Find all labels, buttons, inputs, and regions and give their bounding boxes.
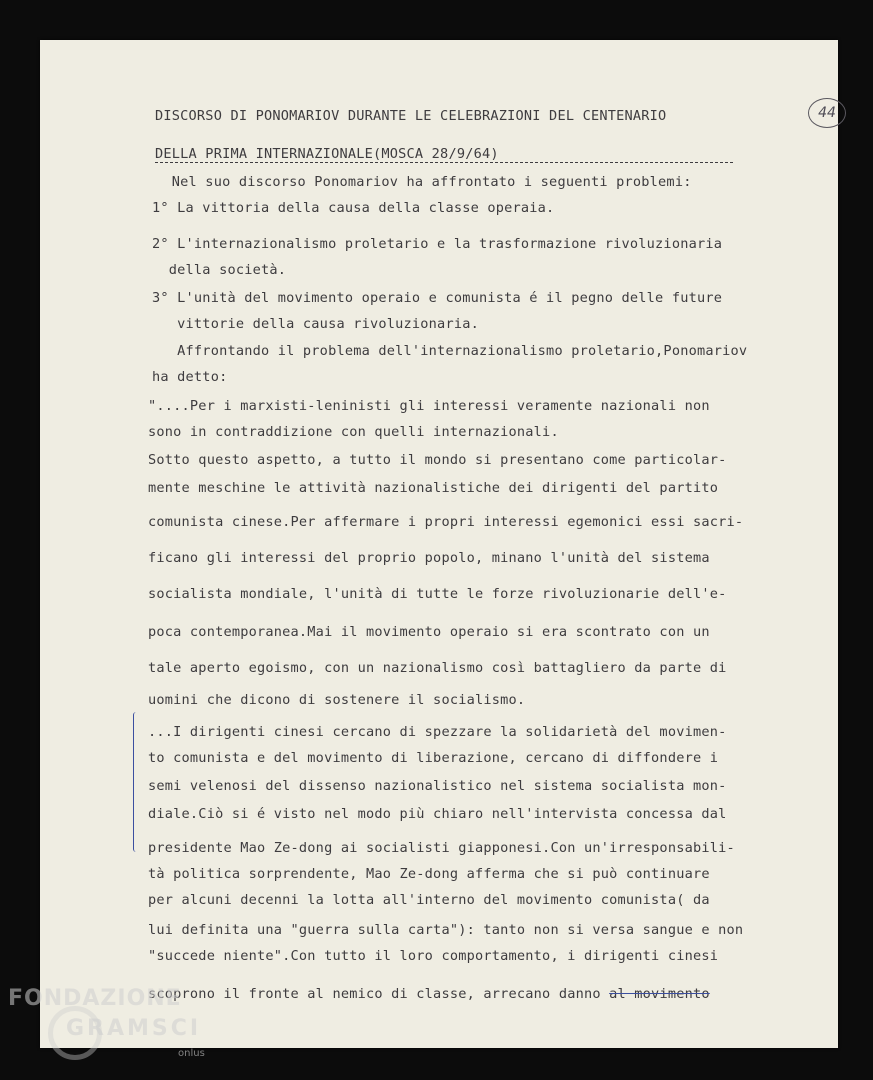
body-line: tà politica sorprendente, Mao Ze-dong afferma che si può continuare	[148, 866, 710, 882]
body-line: uomini che dicono di sostenere il socialismo.	[148, 692, 526, 708]
archive-watermark	[8, 986, 218, 1066]
watermark-line-3: onlus	[178, 1048, 205, 1059]
body-line: ficano gli interessi del proprio popolo, minano l'unità del sistema	[148, 550, 710, 566]
body-line: lui definita una "guerra sulla carta"): tanto non si versa sangue e non	[148, 922, 744, 938]
watermark-line-1: FONDAZIONE	[8, 986, 182, 1011]
body-line: Sotto questo aspetto, a tutto il mondo si presentano come particolar-	[148, 452, 727, 468]
body-line: presidente Mao Ze-dong ai socialisti giapponesi.Con un'irresponsabili-	[148, 840, 735, 856]
body-line: diale.Ciò si é visto nel modo più chiaro nell'intervista concessa dal	[148, 806, 727, 822]
body-line: semi velenosi del dissenso nazionalistico nel sistema socialista mon-	[148, 778, 727, 794]
body-line: mente meschine le attività nazionalistiche dei dirigenti del partito	[148, 480, 719, 496]
body-line: vittorie della causa rivoluzionaria.	[152, 316, 479, 332]
body-line: tale aperto egoismo, con un nazionalismo così battagliero da parte di	[148, 660, 727, 676]
typewritten-page	[40, 40, 838, 1048]
body-line: "....Per i marxisti-leninisti gli interessi veramente nazionali non	[148, 398, 710, 414]
body-line: della società.	[152, 262, 287, 278]
body-line: 2° L'internazionalismo proletario e la trasformazione rivoluzionaria	[152, 236, 723, 252]
watermark-line-2: GRAMSCI	[66, 1016, 202, 1041]
body-line: ...I dirigenti cinesi cercano di spezzare la solidarietà del movimen-	[148, 724, 727, 740]
title-line-1: DISCORSO DI PONOMARIOV DURANTE LE CELEBRAZIONI DEL CENTENARIO	[155, 108, 667, 124]
body-line: Affrontando il problema dell'internazionalismo proletario,Ponomariov	[152, 343, 748, 359]
body-line: to comunista e del movimento di liberazione, cercano di diffondere i	[148, 750, 719, 766]
struck-text: al movimento	[609, 986, 710, 1002]
body-line: 3° L'unità del movimento operaio e comunista é il pegno delle future	[152, 290, 723, 306]
body-line: Nel suo discorso Ponomariov ha affrontato i seguenti problemi:	[155, 174, 692, 190]
body-line: sono in contraddizione con quelli internazionali.	[148, 424, 559, 440]
body-line: socialista mondiale, l'unità di tutte le forze rivoluzionarie dell'e-	[148, 586, 727, 602]
body-line-last	[148, 986, 710, 1002]
body-line: comunista cinese.Per affermare i propri interessi egemonici essi sacri-	[148, 514, 744, 530]
title-line-2: DELLA PRIMA INTERNAZIONALE(MOSCA 28/9/64)	[155, 146, 499, 162]
body-line: 1° La vittoria della causa della classe operaia.	[152, 200, 555, 216]
body-line: poca contemporanea.Mai il movimento operaio si era scontrato con un	[148, 624, 710, 640]
title-underline	[155, 162, 733, 163]
body-line: ha detto:	[152, 369, 228, 385]
margin-pen-mark	[133, 712, 140, 852]
body-line-text: scoprono il fronte al nemico di classe, arrecano danno	[148, 986, 601, 1002]
page-number: 44	[808, 98, 846, 128]
body-line: per alcuni decenni la lotta all'interno del movimento comunista( da	[148, 892, 710, 908]
body-line: "succede niente".Con tutto il loro comportamento, i dirigenti cinesi	[148, 948, 719, 964]
